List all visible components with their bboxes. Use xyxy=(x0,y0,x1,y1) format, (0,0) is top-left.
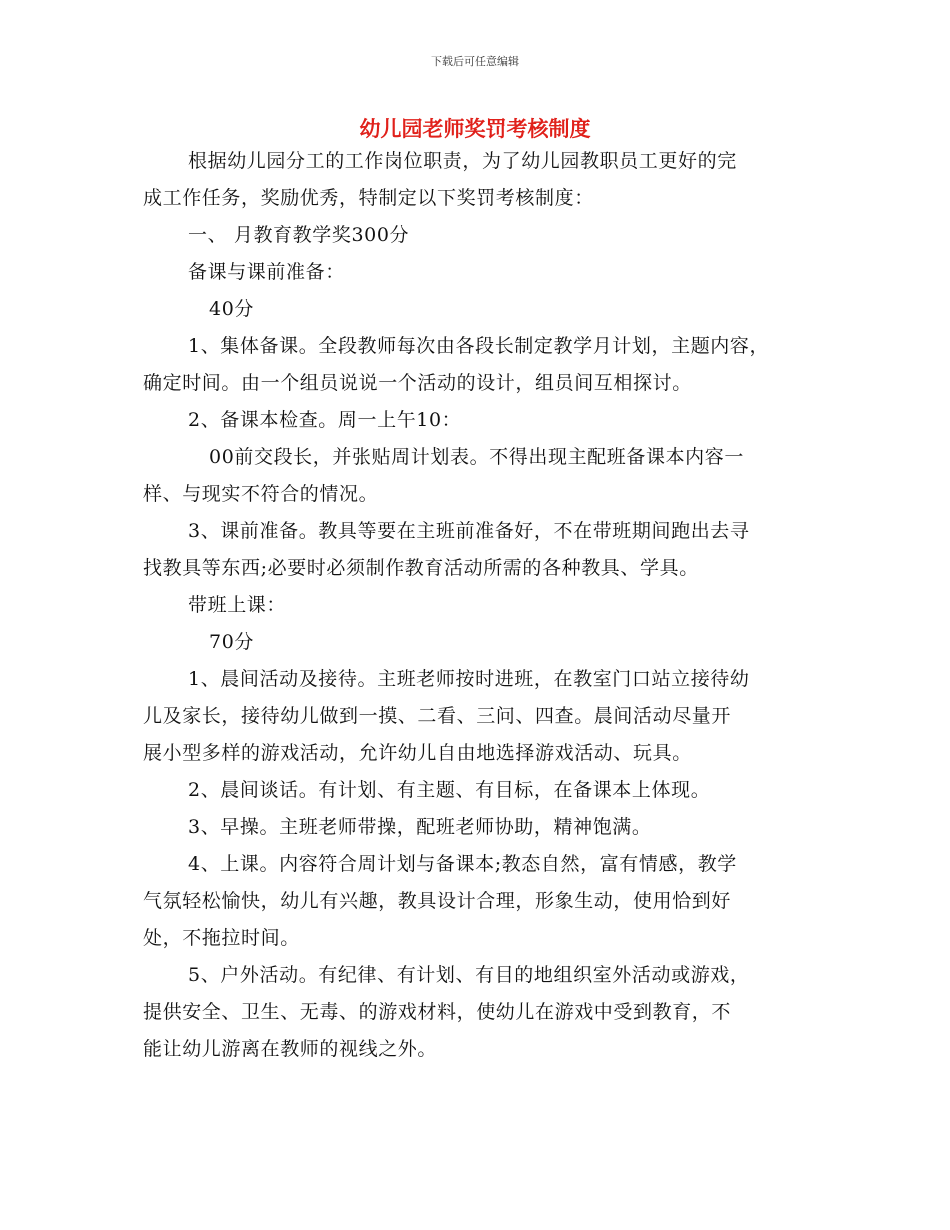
paragraph-line: 1、晨间活动及接待。主班老师按时进班，在教室门口站立接待幼 xyxy=(188,668,750,690)
points-label: 70分 xyxy=(209,631,254,653)
points-label: 40分 xyxy=(209,298,254,320)
subsection-heading: 备课与课前准备： xyxy=(188,261,345,283)
document-body xyxy=(143,143,823,1068)
paragraph-line: 能让幼儿游离在教师的视线之外。 xyxy=(143,1038,438,1060)
paragraph-line: 气氛轻松愉快，幼儿有兴趣，教具设计合理，形象生动，使用恰到好 xyxy=(143,890,732,912)
section-heading: 一、 月教育教学奖300分 xyxy=(188,224,410,246)
paragraph-line: 4、上课。内容符合周计划与备课本;教态自然，富有情感，教学 xyxy=(188,853,737,875)
paragraph-line: 3、早操。主班老师带操，配班老师协助，精神饱满。 xyxy=(188,816,652,838)
header-note: 下载后可任意编辑 xyxy=(431,55,519,68)
paragraph-line: 展小型多样的游戏活动，允许幼儿自由地选择游戏活动、玩具。 xyxy=(143,742,692,764)
paragraph-line: 1、集体备课。全段教师每次由各段长制定教学月计划，主题内容， xyxy=(188,335,770,357)
paragraph-line: 儿及家长，接待幼儿做到一摸、二看、三问、四查。晨间活动尽量开 xyxy=(143,705,732,727)
paragraph-line: 2、备课本检查。周一上午10： xyxy=(188,409,462,431)
paragraph-line: 00前交段长，并张贴周计划表。不得出现主配班备课本内容一 xyxy=(209,446,744,468)
paragraph-line: 确定时间。由一个组员说说一个活动的设计，组员间互相探讨。 xyxy=(143,372,692,394)
paragraph-line: 提供安全、卫生、无毒、的游戏材料，使幼儿在游戏中受到教育，不 xyxy=(143,1001,732,1023)
paragraph-line: 找教具等东西;必要时必须制作教育活动所需的各种教具、学具。 xyxy=(143,557,699,579)
paragraph-line: 处，不拖拉时间。 xyxy=(143,927,300,949)
paragraph-line: 成工作任务，奖励优秀，特制定以下奖罚考核制度： xyxy=(143,187,594,209)
document-title: 幼儿园老师奖罚考核制度 xyxy=(359,116,591,141)
paragraph-line: 样、与现实不符合的情况。 xyxy=(143,483,379,505)
paragraph-line: 3、课前准备。教具等要在主班前准备好，不在带班期间跑出去寻 xyxy=(188,520,750,542)
paragraph-line: 根据幼儿园分工的工作岗位职责，为了幼儿园教职员工更好的完 xyxy=(188,150,737,172)
paragraph-line: 5、户外活动。有纪律、有计划、有目的地组织室外活动或游戏， xyxy=(188,964,750,986)
subsection-heading: 带班上课： xyxy=(188,594,287,616)
paragraph-line: 2、晨间谈话。有计划、有主题、有目标，在备课本上体现。 xyxy=(188,779,711,801)
